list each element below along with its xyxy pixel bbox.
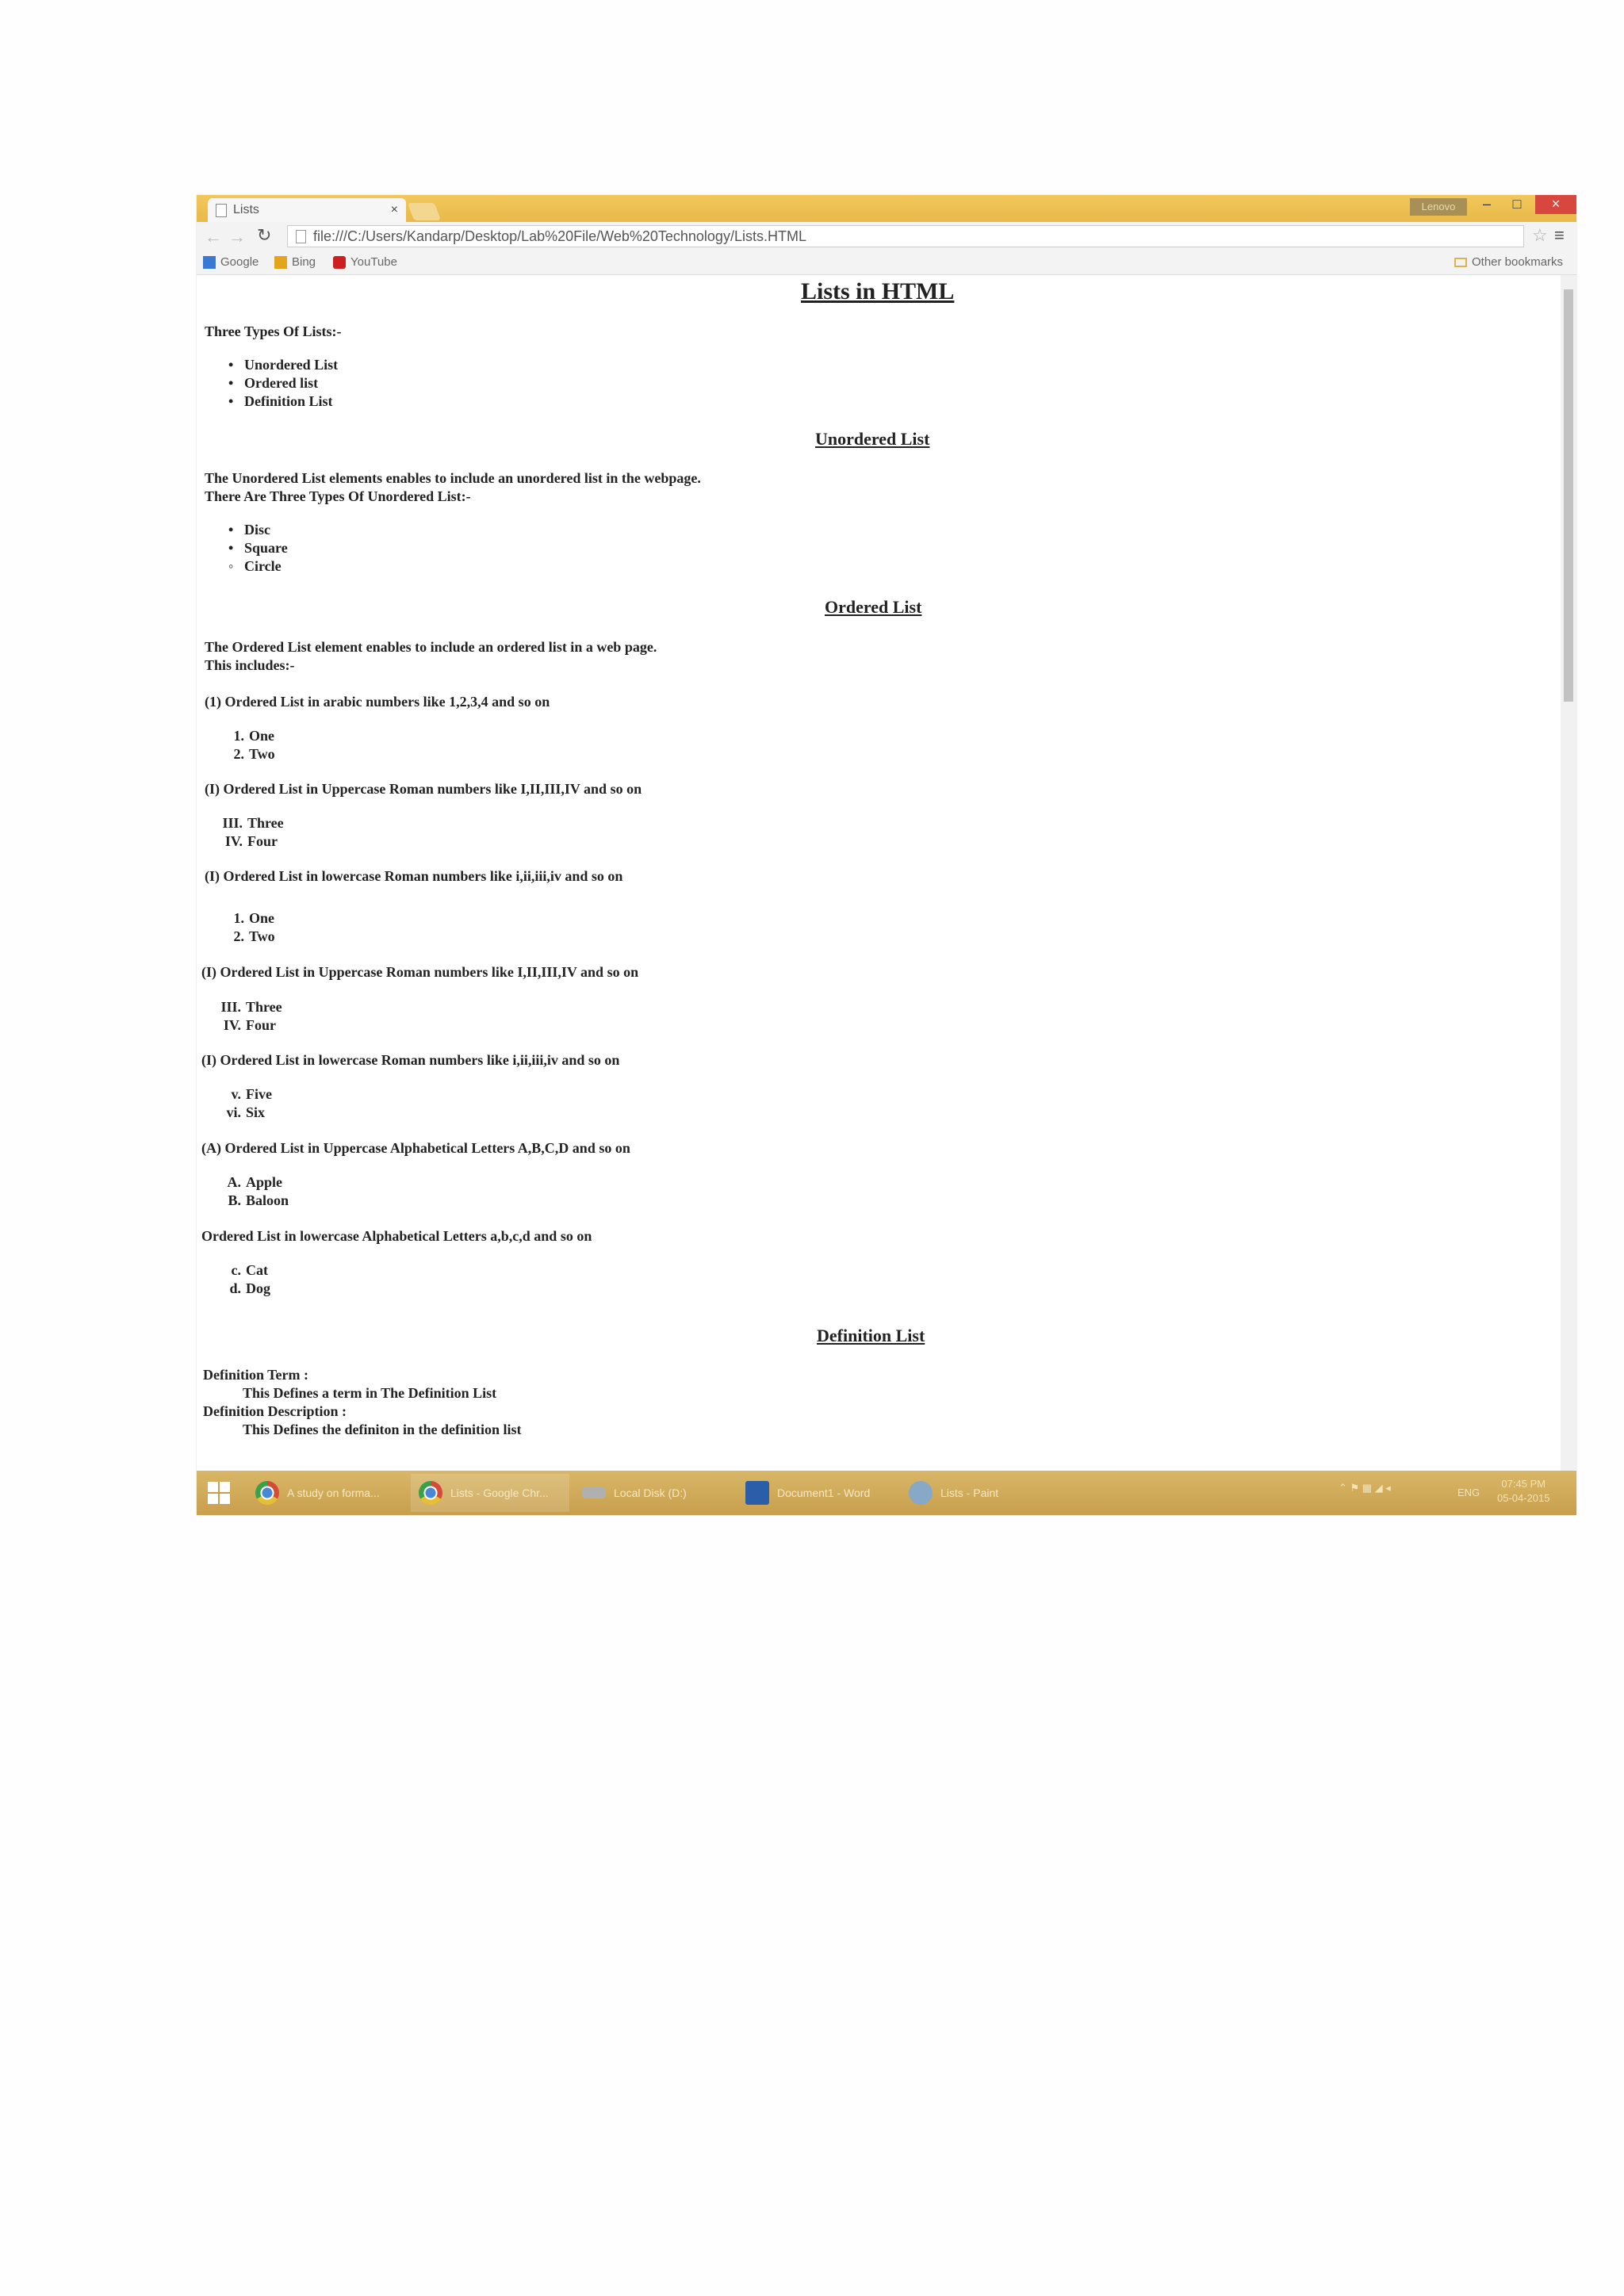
list-item: Five — [246, 1086, 272, 1102]
unordered-desc: The Unordered List elements enables to include an unordered list in the webpage. — [205, 470, 701, 486]
reload-icon[interactable]: ↻ — [257, 225, 272, 245]
list-item: • Disc — [244, 521, 270, 538]
youtube-icon — [333, 256, 346, 269]
list-marker: 1. — [233, 728, 244, 744]
ordered-subheading: (I) Ordered List in Uppercase Roman numbers like I,II,III,IV and so on — [205, 781, 642, 797]
taskbar-item-label: Local Disk (D:) — [614, 1487, 687, 1499]
address-bar[interactable] — [287, 225, 1524, 247]
intro-text: Three Types Of Lists:- — [205, 323, 342, 339]
bookmark-google[interactable] — [203, 255, 259, 269]
forward-arrow-icon[interactable]: → — [228, 227, 246, 247]
list-marker: vi. — [226, 1104, 241, 1120]
other-bookmarks[interactable] — [1454, 255, 1563, 269]
list-item: Baloon — [246, 1192, 289, 1208]
ordered-subheading: (I) Ordered List in Uppercase Roman numbers like I,II,III,IV and so on — [201, 964, 639, 980]
chrome-icon — [419, 1481, 442, 1505]
new-tab-button[interactable] — [408, 203, 441, 220]
list-item: Four — [246, 1017, 276, 1033]
file-icon — [296, 230, 306, 243]
taskbar-item-chrome-2[interactable] — [411, 1474, 569, 1512]
page-icon — [216, 204, 227, 217]
language-indicator[interactable]: ENG — [1457, 1487, 1480, 1498]
windows-start-icon[interactable] — [208, 1482, 230, 1504]
browser-toolbar — [197, 222, 1576, 251]
list-item: Cat — [246, 1262, 268, 1278]
taskbar-item-label: Document1 - Word — [777, 1487, 871, 1499]
windows-taskbar — [197, 1471, 1576, 1515]
ordered-desc: This includes:- — [205, 657, 295, 673]
back-arrow-icon[interactable]: ← — [205, 227, 222, 247]
definition-term: Definition Term : — [203, 1367, 308, 1383]
bookmark-star-icon[interactable]: ☆ — [1532, 225, 1548, 245]
disk-icon — [582, 1487, 606, 1498]
list-item: Three — [247, 815, 284, 831]
list-marker: 2. — [233, 746, 244, 762]
tab-close-icon[interactable]: × — [390, 203, 398, 216]
ordered-subheading: Ordered List in lowercase Alphabetical Letters a,b,c,d and so on — [201, 1228, 592, 1244]
page-title: Lists in HTML — [801, 278, 955, 304]
clock-date: 05-04-2015 — [1497, 1492, 1550, 1504]
bookmark-label: Other bookmarks — [1472, 255, 1564, 269]
close-window-button[interactable]: × — [1535, 195, 1576, 214]
section-heading-unordered: Unordered List — [815, 429, 930, 449]
minimize-button[interactable]: – — [1482, 196, 1491, 212]
list-item: ◦ Circle — [244, 557, 282, 575]
chrome-icon — [255, 1481, 279, 1505]
tab-title: Lists — [233, 203, 259, 216]
taskbar-item-explorer[interactable] — [574, 1474, 733, 1512]
taskbar-item-chrome-1[interactable] — [247, 1474, 406, 1512]
scrollbar-thumb[interactable] — [1564, 289, 1573, 702]
bookmarks-bar — [197, 251, 1576, 275]
vertical-scrollbar[interactable] — [1561, 275, 1576, 1471]
ordered-subheading: (I) Ordered List in lowercase Roman numbers like i,ii,iii,iv and so on — [201, 1052, 620, 1068]
list-marker: A. — [227, 1174, 241, 1190]
list-marker: III. — [222, 815, 243, 831]
list-marker: d. — [229, 1280, 241, 1296]
list-item: One — [249, 910, 275, 926]
menu-icon[interactable]: ≡ — [1554, 225, 1565, 245]
browser-tab[interactable] — [208, 198, 406, 222]
list-item: Two — [249, 746, 275, 762]
browser-title-bar — [197, 195, 1576, 222]
bookmark-bing[interactable] — [274, 255, 316, 269]
maximize-button[interactable]: □ — [1512, 196, 1522, 212]
screenshot-frame — [197, 195, 1576, 1515]
window-user-badge: Lenovo — [1410, 198, 1467, 216]
section-heading-ordered: Ordered List — [825, 597, 922, 617]
folder-icon — [1454, 258, 1467, 267]
list-marker: v. — [231, 1086, 241, 1102]
list-item: • Ordered list — [244, 374, 318, 392]
list-item: Six — [246, 1104, 266, 1120]
taskbar-item-label: A study on forma... — [287, 1487, 380, 1499]
system-tray-icons[interactable]: ⌃ ⚑ ▦ ◢ ◂ — [1339, 1482, 1391, 1494]
list-item: Four — [247, 833, 278, 849]
ordered-desc: The Ordered List element enables to include an ordered list in a web page. — [205, 639, 657, 655]
taskbar-clock[interactable] — [1497, 1477, 1550, 1506]
definition-description: This Defines the definiton in the definition list — [243, 1422, 522, 1437]
list-item: Three — [246, 999, 282, 1015]
list-marker: B. — [228, 1192, 241, 1208]
bookmark-youtube[interactable] — [333, 255, 397, 269]
list-item: • Square — [244, 539, 288, 557]
address-url: file:///C:/Users/Kandarp/Desktop/Lab%20File/Web%20Technology/Lists.HTML — [313, 228, 806, 244]
list-marker: III. — [220, 999, 241, 1015]
definition-term: Definition Description : — [203, 1403, 347, 1419]
google-icon — [203, 256, 216, 269]
list-marker: IV. — [224, 833, 243, 849]
list-marker: 2. — [233, 928, 244, 944]
taskbar-item-paint[interactable] — [901, 1474, 1059, 1512]
list-item: • Definition List — [244, 392, 333, 410]
bookmark-label: YouTube — [350, 255, 397, 269]
word-icon — [745, 1481, 769, 1505]
unordered-desc: There Are Three Types Of Unordered List:- — [205, 488, 471, 504]
definition-description: This Defines a term in The Definition List — [243, 1385, 497, 1401]
paint-icon — [909, 1481, 933, 1505]
taskbar-item-word[interactable] — [737, 1474, 896, 1512]
section-heading-definition: Definition List — [817, 1326, 925, 1345]
clock-time: 07:45 PM — [1501, 1478, 1546, 1490]
taskbar-item-label: Lists - Google Chr... — [450, 1487, 549, 1499]
bing-icon — [274, 256, 287, 269]
ordered-subheading: (I) Ordered List in lowercase Roman numbers like i,ii,iii,iv and so on — [205, 868, 623, 884]
page-viewport — [197, 275, 1561, 1471]
taskbar-item-label: Lists - Paint — [940, 1487, 999, 1499]
list-marker: c. — [231, 1262, 241, 1278]
list-item: Dog — [246, 1280, 270, 1296]
list-item: Apple — [246, 1174, 283, 1190]
list-marker: IV. — [223, 1017, 241, 1033]
list-item: Two — [249, 928, 275, 944]
bookmark-label: Google — [220, 255, 259, 269]
list-marker: 1. — [233, 910, 244, 926]
ordered-subheading: (A) Ordered List in Uppercase Alphabetical Letters A,B,C,D and so on — [201, 1140, 630, 1156]
ordered-subheading: (1) Ordered List in arabic numbers like 1,2,3,4 and so on — [205, 694, 550, 710]
list-item: • Unordered List — [244, 356, 338, 373]
list-item: One — [249, 728, 275, 744]
bookmark-label: Bing — [292, 255, 316, 269]
